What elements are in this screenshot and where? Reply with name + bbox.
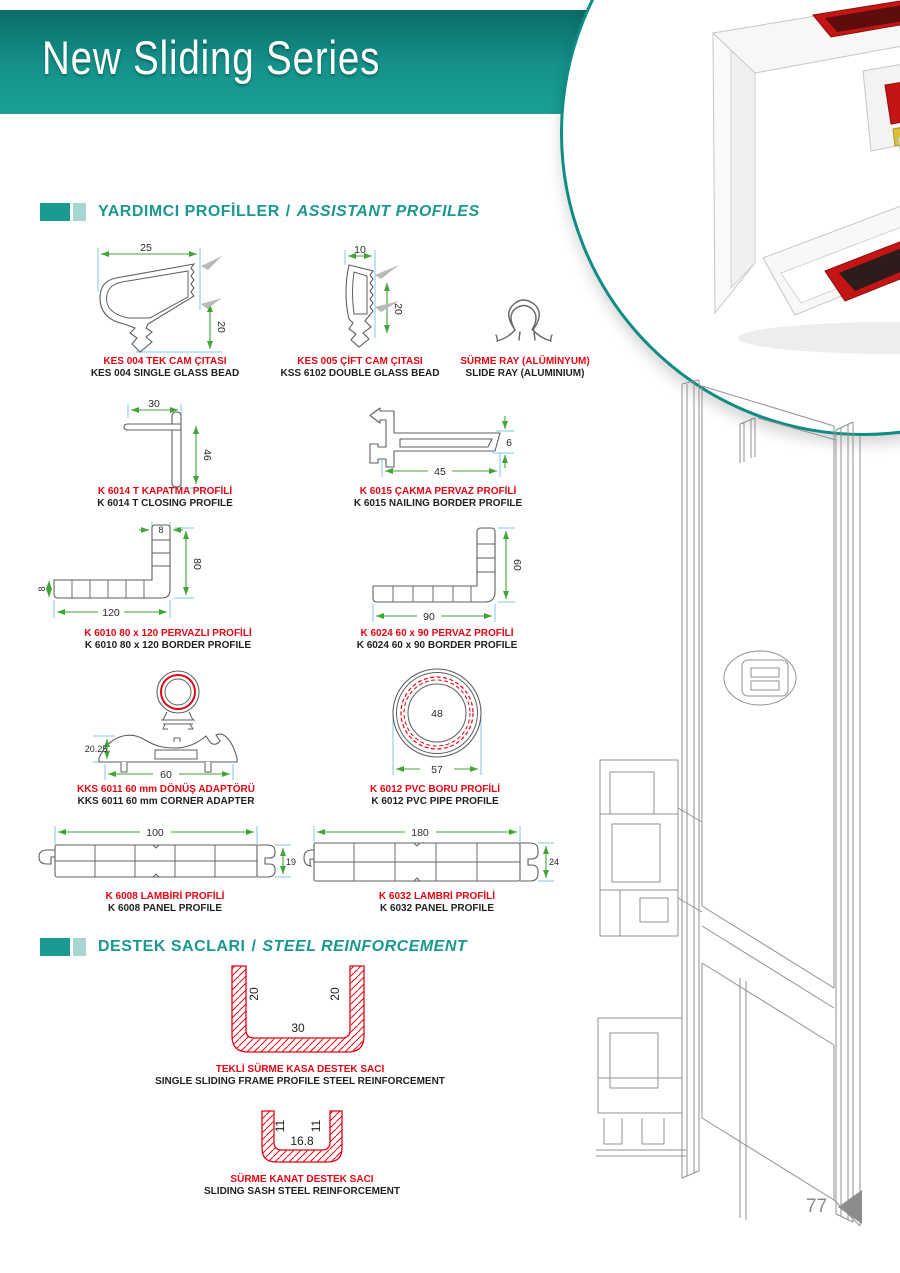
dim-k6032-height: 24 [548,857,560,867]
label-k6014-en: K 6014 T CLOSING PROFILE [97,498,233,509]
label-kes005-tr: KES 005 ÇİFT CAM ÇITASI [297,356,423,367]
label-steel-frame-tr: TEKLİ SÜRME KASA DESTEK SACI [215,1064,385,1075]
dim-k6014-width: 30 [148,398,160,410]
heading-sep: / [251,938,257,955]
label-kks6011 [56,784,276,808]
label-k6032-tr: K 6032 LAMBRİ PROFİLİ [378,891,496,902]
surme-ray-drawing [490,295,565,350]
label-k6024-tr: K 6024 60 x 90 PERVAZ PROFİLİ [360,628,514,639]
label-surme-ray-en: SLIDE RAY (ALUMINIUM) [465,368,585,379]
dim-k6008-height: 19 [285,857,297,867]
label-k6032 [327,891,547,915]
dim-steel-sash-width: 16.8 [290,1134,314,1148]
k6008-drawing [35,823,295,891]
heading-square-light [73,938,86,956]
label-k6015-tr: K 6015 ÇAKMA PERVAZ PROFİLİ [359,486,517,497]
steel-sash-drawing [252,1108,352,1170]
dim-k6008-width: 100 [146,827,164,839]
dim-k6024-height: 60 [511,559,523,571]
k6032-drawing [302,823,560,893]
label-steel-sash-en: SLIDING SASH STEEL REINFORCEMENT [204,1186,400,1197]
dim-k6015-width: 45 [434,466,446,478]
label-k6024 [327,628,547,652]
kes005-drawing [315,243,415,358]
label-k6010-tr: K 6010 80 x 120 PERVAZLI PROFİLİ [84,628,252,639]
dim-k6015-height: 6 [506,437,512,449]
section-steel-reinforcement [40,938,467,956]
dim-steel-frame-left: 20 [247,987,261,1001]
label-kks6011-en: KKS 6011 60 mm CORNER ADAPTER [77,796,255,807]
label-steel-sash [152,1174,452,1198]
heading-square-light [73,203,86,221]
dim-k6010-left: 8 [37,586,47,592]
k6014-drawing [108,400,218,495]
dim-k6012-outer: 57 [431,764,443,776]
dim-steel-sash-right: 11 [309,1119,323,1133]
section-assistant-profiles [40,203,480,221]
dim-kes005-width: 10 [354,244,366,256]
label-k6024-en: K 6024 60 x 90 BORDER PROFILE [356,640,518,651]
dim-k6032-width: 180 [411,827,429,839]
heading-en: ASSISTANT PROFILES [296,203,480,220]
label-kks6011-tr: KKS 6011 60 mm DÖNÜŞ ADAPTÖRÜ [76,784,255,795]
label-k6012 [325,784,545,808]
k6010-drawing [37,520,207,632]
label-k6010 [58,628,278,652]
dim-steel-sash-left: 11 [273,1119,287,1133]
page-title: New Sliding Series [42,31,381,84]
heading-en: STEEL REINFORCEMENT [262,938,468,955]
label-k6012-en: K 6012 PVC PIPE PROFILE [371,796,499,807]
dim-k6010-width: 120 [102,607,120,619]
label-k6014 [55,486,275,510]
label-k6012-tr: K 6012 PVC BORU PROFİLİ [369,784,501,795]
label-surme-ray [430,356,620,380]
page-number: 77 [806,1196,828,1217]
dim-k6024-width: 90 [423,611,435,623]
kes004-drawing [88,240,243,362]
heading-square-dark [40,938,70,956]
label-surme-ray-tr: SÜRME RAY (ALÜMİNYUM) [460,356,590,367]
label-kes005-en: KSS 6102 DOUBLE GLASS BEAD [280,368,440,379]
kks6011-drawing [85,662,250,784]
k6012-drawing [390,663,485,781]
k6015-drawing [352,403,517,488]
dim-kes004-height: 20 [215,321,227,333]
page-arrow-icon [838,1190,862,1224]
label-k6008-en: K 6008 PANEL PROFILE [107,903,223,914]
dim-k6010-top: 8 [158,525,164,535]
label-kes004-en: KES 004 SINGLE GLASS BEAD [90,368,240,379]
label-k6008 [55,891,275,915]
steel-frame-drawing [218,962,383,1062]
label-k6015 [328,486,548,510]
label-k6032-en: K 6032 PANEL PROFILE [379,903,495,914]
dim-kks6011-width: 60 [160,769,172,781]
section-heading-text [98,938,467,956]
k6024-drawing [365,522,523,632]
label-k6010-en: K 6010 80 x 120 BORDER PROFILE [84,640,252,651]
label-k6014-tr: K 6014 T KAPATMA PROFİLİ [97,486,233,497]
dim-kes005-height: 20 [392,303,404,315]
dim-steel-frame-width: 30 [291,1021,305,1035]
sliding-section-drawing [590,378,898,1240]
label-kes004-tr: KES 004 TEK CAM ÇITASI [103,356,227,367]
dim-k6014-height: 46 [201,449,213,461]
dim-kes004-width: 25 [140,242,152,254]
heading-sep: / [285,203,291,220]
label-kes004 [55,356,275,380]
dim-kks6011-height: 20.25 [84,744,108,754]
heading-square-dark [40,203,70,221]
heading-tr: DESTEK SACLARI [98,938,246,955]
dim-k6012-inner: 48 [431,708,443,720]
label-k6008-tr: K 6008 LAMBİRİ PROFİLİ [105,891,225,902]
section-heading-text [98,203,480,221]
heading-tr: YARDIMCI PROFİLLER [98,203,280,220]
label-steel-frame [110,1064,490,1088]
label-k6015-en: K 6015 NAILING BORDER PROFILE [353,498,523,509]
label-steel-sash-tr: SÜRME KANAT DESTEK SACI [230,1174,374,1185]
dim-k6010-height: 80 [191,558,203,570]
dim-steel-frame-right: 20 [328,987,342,1001]
label-steel-frame-en: SINGLE SLIDING FRAME PROFILE STEEL REINFORCEMENT [155,1076,445,1087]
